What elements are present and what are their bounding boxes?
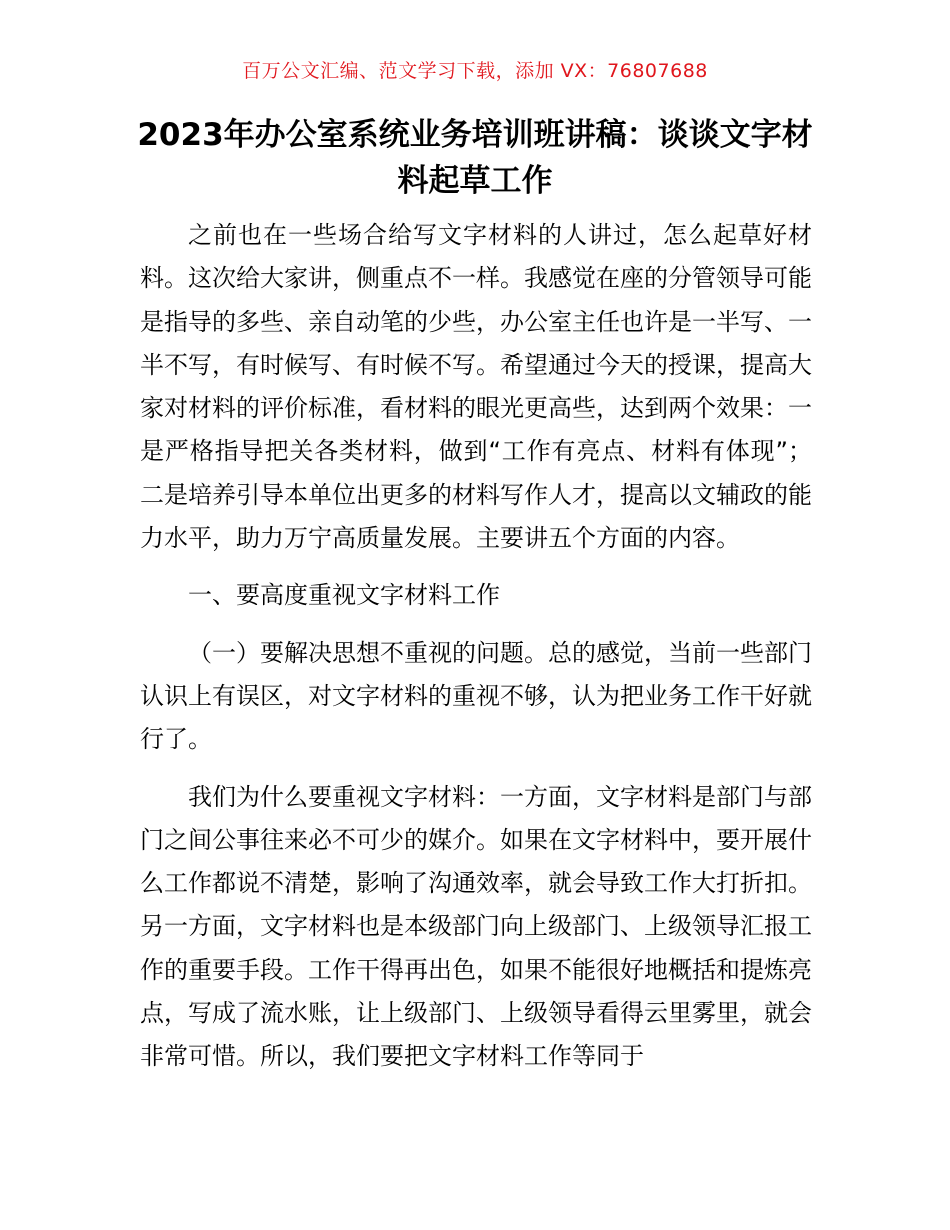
section-heading-1: 一、要高度重视文字材料工作 (188, 581, 500, 610)
watermark-header: 百万公文汇编、范文学习下载，添加 VX：76807688 (242, 60, 708, 82)
document-body (140, 214, 812, 1093)
paragraph-subsection-1: （一）要解决思想不重视的问题。总的感觉，当前一些部门认识上有误区，对文字材料的重视不够，认为把业务工作干好就行了。 (140, 638, 812, 754)
paragraph-why-important: 我们为什么要重视文字材料：一方面，文字材料是部门与部门之间公事往来必不可少的媒介。如果在文字材料中，要开展什么工作都说不清楚，影响了沟通效率，就会导致工作大打折扣。另一方面，文字材料也是本级部门向上级部门、上级领导汇报工作的重要手段。工作干得再出色，如果不能很好地概括和提炼亮点，写成了流水账，让上级部门、上级领导看得云里雾里，就会非常可惜。所以，我们要把文字材料工作等同于 (140, 782, 812, 1071)
paragraph-intro: 之前也在一些场合给写文字材料的人讲过，怎么起草好材料。这次给大家讲，侧重点不一样。我感觉在座的分管领导可能是指导的多些、亲自动笔的少些，办公室主任也许是一半写、一半不写，有时候写、有时候不写。希望通过今天的授课，提高大家对材料的评价标准，看材料的眼光更高些，达到两个效果：一是严格指导把关各类材料，做到“工作有亮点、材料有体现”；二是培养引导本单位出更多的材料写作人才，提高以文辅政的能力水平，助力万宁高质量发展。主要讲五个方面的内容。 (140, 221, 812, 553)
document-title: 2023年办公室系统业务培训班讲稿：谈谈文字材料起草工作 (137, 117, 813, 199)
